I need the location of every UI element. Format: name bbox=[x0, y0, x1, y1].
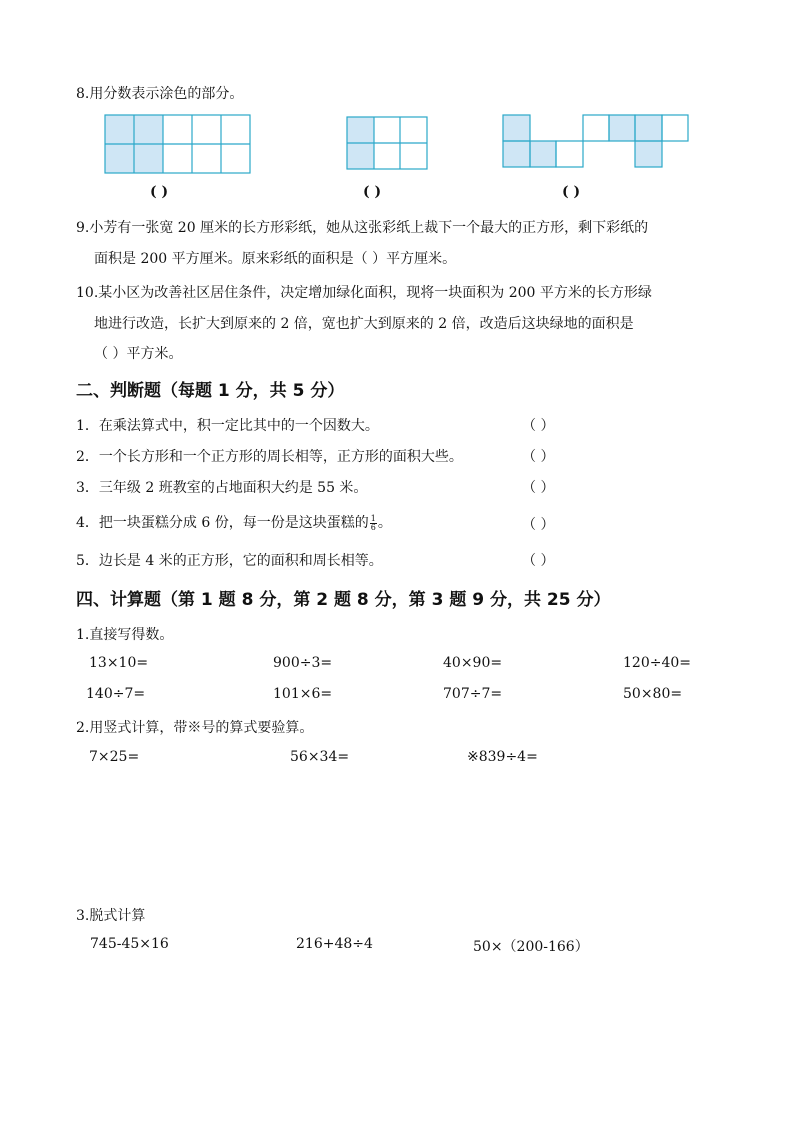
vertical-calc-item: 7×25= bbox=[89, 749, 140, 765]
calc-sub-1-title: 1.直接写得数。 bbox=[76, 627, 174, 643]
judge-item-4 bbox=[76, 512, 392, 532]
section-2-heading: 二、判断题（每题 1 分，共 5 分） bbox=[76, 381, 345, 401]
question-9-line-2: 面积是 200 平方厘米。原来彩纸的面积是（ ）平方厘米。 bbox=[94, 251, 457, 267]
answer-blank-1[interactable]: ( ) bbox=[150, 184, 169, 200]
judge-blank-5[interactable]: （ ） bbox=[522, 553, 555, 569]
judge-item-5: 5．边长是 4 米的正方形，它的面积和周长相等。 bbox=[76, 553, 383, 569]
question-10-line-2: 地进行改造，长扩大到原来的 2 倍，宽也扩大到原来的 2 倍，改造后这块绿地的面积是 bbox=[94, 316, 634, 332]
question-10-line-1: 10.某小区为改善社区居住条件，决定增加绿化面积，现将一块面积为 200 平方米的长方形绿 bbox=[76, 285, 652, 301]
judge-blank-4[interactable]: （ ） bbox=[522, 517, 555, 533]
judge-item-4-end: 。 bbox=[377, 515, 392, 531]
answer-blank-3[interactable]: ( ) bbox=[562, 184, 581, 200]
calc-sub-3-title: 3.脱式计算 bbox=[76, 908, 146, 924]
judge-item-1: 1．在乘法算式中，积一定比其中的一个因数大。 bbox=[76, 418, 379, 434]
vertical-calc-item: ※839÷4= bbox=[467, 749, 538, 765]
vertical-calc-item: 56×34= bbox=[290, 749, 350, 765]
oral-calc-item: 707÷7= bbox=[443, 686, 503, 702]
judge-item-4-text: 4．把一块蛋糕分成 6 份，每一份是这块蛋糕的 bbox=[76, 515, 369, 531]
fraction-figure-2 bbox=[346, 116, 430, 172]
fraction-figure-1 bbox=[104, 114, 254, 176]
judge-blank-2[interactable]: （ ） bbox=[522, 449, 555, 465]
section-4-heading: 四、计算题（第 1 题 8 分，第 2 题 8 分，第 3 题 9 分，共 25 分） bbox=[76, 590, 611, 610]
oral-calc-item: 50×80= bbox=[623, 686, 683, 702]
oral-calc-item: 900÷3= bbox=[273, 655, 333, 671]
question-9-line-1: 9.小芳有一张宽 20 厘米的长方形彩纸，她从这张彩纸上裁下一个最大的正方形，剩下彩纸的 bbox=[76, 220, 649, 236]
judge-blank-3[interactable]: （ ） bbox=[522, 480, 555, 496]
oral-calc-item: 101×6= bbox=[273, 686, 333, 702]
oral-calc-item: 40×90= bbox=[443, 655, 503, 671]
judge-blank-1[interactable]: （ ） bbox=[522, 418, 555, 434]
judge-item-3: 3．三年级 2 班教室的占地面积大约是 55 米。 bbox=[76, 480, 368, 496]
oral-calc-item: 13×10= bbox=[89, 655, 149, 671]
calc-sub-2-title: 2.用竖式计算，带※号的算式要验算。 bbox=[76, 720, 314, 736]
oral-calc-item: 140÷7= bbox=[86, 686, 146, 702]
fraction-figure-3 bbox=[502, 114, 692, 170]
step-calc-item: 50×（200-166） bbox=[473, 939, 589, 955]
question-8-title: 8.用分数表示涂色的部分。 bbox=[76, 86, 244, 102]
step-calc-item: 745-45×16 bbox=[90, 936, 169, 952]
fraction-denominator: 6 bbox=[370, 522, 376, 532]
answer-blank-2[interactable]: ( ) bbox=[363, 184, 382, 200]
step-calc-item: 216+48÷4 bbox=[296, 936, 373, 952]
question-10-line-3: （ ）平方米。 bbox=[94, 346, 183, 362]
fraction-numerator: 1 bbox=[370, 513, 376, 523]
oral-calc-item: 120÷40= bbox=[623, 655, 691, 671]
fraction-one-sixth bbox=[370, 515, 377, 532]
judge-item-2: 2．一个长方形和一个正方形的周长相等，正方形的面积大些。 bbox=[76, 449, 463, 465]
